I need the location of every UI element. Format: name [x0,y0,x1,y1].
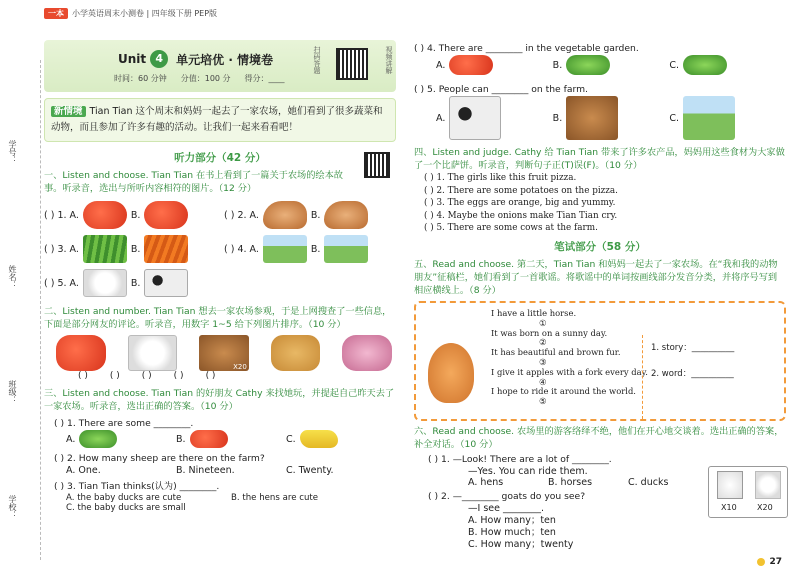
q3-item-4[interactable]: ( ) 4. There are ________ in the vegetable garden. [414,43,639,54]
unit-title: 单元培优 · 情境卷 [176,52,274,67]
q6-item-1[interactable]: ( ) 1. —Look! There are a lot of ________. [428,453,612,465]
q1-item-4[interactable]: ( ) 4. A. [224,243,259,255]
q3-4-options [436,55,786,75]
hen-icon [263,201,307,229]
poem-line-1: I have a little horse. [491,307,577,318]
q3-2-c[interactable]: C. Twenty. [286,465,334,476]
page-number: 27 [757,557,782,567]
q3-item-2[interactable]: ( ) 2. How many sheep are there on the farm? [54,453,265,464]
q3-1-a[interactable]: A. [66,433,76,445]
q6-item-2[interactable]: ( ) 2. —________ goats do you see? [428,490,586,502]
poem-line-3: It has beautiful and brown fur. [491,347,621,358]
q2-blank[interactable]: ( ) [78,371,88,381]
q3-2-b[interactable]: B. Nineteen. [176,465,235,476]
student-id-label: 学号： [8,140,17,164]
banana-icon [300,430,338,448]
poem-text [491,309,648,407]
peas-icon [566,55,610,75]
cows-icon [449,96,501,140]
q4-item[interactable]: ( ) 1. The girls like this fruit pizza. [424,173,577,183]
q6-1-reply: —Yes. You can ride them. [468,465,588,477]
scenario-box [44,98,396,142]
poem-line-2: It was born on a sunny day. [491,327,608,338]
unit-title-row [118,50,273,68]
q1-item-1[interactable]: ( ) 1. A. [44,209,79,221]
green-beans-icon [83,235,127,263]
q3-3-a[interactable]: A. the baby ducks are cute [66,493,182,503]
q3-2-a[interactable]: A. One. [66,465,101,476]
tomato-icon [83,201,127,229]
q3-5-c[interactable]: C. [669,112,679,124]
potato-icon [271,335,321,371]
q1-item-3[interactable]: ( ) 3. A. [44,243,79,255]
q6-1-options [468,477,708,488]
q1-1-option-b[interactable]: B. [130,209,141,221]
unit-label: Unit [118,52,147,66]
q6-2-b[interactable]: B. How much；ten [468,526,556,538]
class-label: 班级： [8,380,17,404]
poem-mark-4: ④ [539,376,547,387]
poem-line-4: I give it apples with a fork every day. [491,366,648,377]
sheep-flock-icon [128,335,178,371]
goat-picture-box [708,466,788,518]
q5-answers [642,335,734,419]
q4-heading: 四、Listen and judge. Cathy 给 Tian Tian 带来了许多农产品，妈妈用这些食材为大家做了一个比萨饼。听录音，判断句子正(T)误(F)。（10 分） [414,147,785,171]
q6-2-options [468,515,786,551]
goat-icon [717,471,743,499]
listening-qr-icon[interactable] [364,152,390,178]
carrot-icon [144,235,188,263]
cow-icon [144,269,188,297]
q3-4-a[interactable]: A. [436,59,446,71]
q3-1-options [66,430,396,448]
q6-2-reply: —I see ________. [468,502,544,514]
onion-icon [342,335,392,371]
tomato-bag-icon [56,335,106,371]
student-info-spine [0,0,26,575]
goat-count: X10 [721,503,737,512]
q1-5-option-b[interactable]: B. [130,277,141,289]
tomato-icon [144,201,188,229]
peas-icon [79,430,117,448]
q3-2-options [66,465,396,476]
q1-rows [44,201,396,297]
poem-mark-5: ⑤ [539,396,547,407]
brand-tag: 一本 [44,8,68,19]
q5-heading: 五、Read and choose. 第二天，Tian Tian 和妈妈一起去了一家农场。在“我和我的动物朋友”征稿栏，她们看到了一首歌谣。将歌谣中的单词按画线部分发音分类，并将序号写到相应横线上。（8 分） [414,258,778,296]
school-label: 学校： [8,495,17,519]
q3-3-b[interactable]: B. the hens are cute [231,493,319,503]
cut-line [40,60,41,560]
qr-side-label: 视频讲解 [385,46,393,74]
unit-number: 4 [150,50,168,68]
q2-heading: 二、Listen and number. Tian Tian 想去一家农场参观，于是上网搜查了一些信息，下面是部分网友的评论。听录音，用数字 1~5 给下列图片排序。（10 分） [44,306,392,330]
q5-answer-word[interactable]: 2. word：__________ [651,368,734,379]
tomato-icon [190,430,228,448]
q2-blank[interactable]: ( ) [141,371,152,381]
q1-4-option-b[interactable]: B. [310,243,321,255]
q3-4-c[interactable]: C. [669,59,679,71]
writing-section-title: 笔试部分（58 分） [554,240,646,253]
q3-5-options [436,96,786,140]
listening-section-title: 听力部分（42 分） [174,152,266,164]
poem-mark-3: ③ [539,356,547,367]
q1-3-option-b[interactable]: B. [130,243,141,255]
q6-2-a[interactable]: A. How many；ten [468,514,556,526]
q2-blanks [78,371,396,381]
green-beans-icon [683,55,727,75]
q6-1-a[interactable]: A. hens [468,476,504,488]
q3-heading: 三、Listen and choose. Tian Tian 的好朋友 Cathy 来找她玩，并提起自己昨天去了一家农场。听录音，选出正确的答案。（10 分） [44,388,395,412]
scenario-text: Tian Tian 这个周末和妈妈一起去了一家农场，她们看到了很多蔬菜和动物，而且参加了许多有趣的活动。让我们一起来看看吧！ [51,106,383,133]
q4-item[interactable]: ( ) 2. There are some potatoes on the pizza. [424,185,618,196]
q2-images [52,335,396,371]
time-limit: 时间：60 分钟 [114,74,167,83]
q1-item-2[interactable]: ( ) 2. A. [224,209,259,221]
q1-row [44,269,396,297]
book-title: 小学英语周末小测卷 | 四年级下册 PEP版 [72,9,218,18]
sheep-icon [755,471,781,499]
sheep-count: X20 [757,503,773,512]
horse-count: X20 [233,363,247,371]
q4-items [424,172,786,235]
q1-row [44,235,396,263]
q1-2-option-b[interactable]: B. [310,209,321,221]
q3-1-c[interactable]: C. [286,433,296,445]
sheep-icon [83,269,127,297]
q3-5-a[interactable]: A. [436,112,446,124]
exam-meta [114,73,285,84]
q3-3-options [66,493,396,503]
horse-icon [199,335,249,371]
tomato-icon [449,55,493,75]
q4-item[interactable]: ( ) 3. The eggs are orange, big and yummy. [424,198,616,209]
q2-blank[interactable]: ( ) [205,371,216,381]
q6-1-c[interactable]: C. ducks [628,476,669,488]
q1-row [44,201,396,229]
q4-item[interactable]: ( ) 4. Maybe the onions make Tian Tian cry. [424,210,618,221]
q1-item-5[interactable]: ( ) 5. A. [44,277,79,289]
q3-item-3[interactable]: ( ) 3. Tian Tian thinks(认为) ________. [54,481,220,492]
poem-line-5: I hope to ride it around the world. [491,386,636,397]
q3-item-5[interactable]: ( ) 5. People can ________ on the farm. [414,84,588,95]
q3-4-b[interactable]: B. [552,59,563,71]
qr-label: 扫码答题 [313,46,321,74]
farm-girl-icon [683,96,735,140]
poem-box [414,301,786,421]
q3-3-c[interactable]: C. the baby ducks are small [66,503,186,513]
farm-field-icon [324,235,368,263]
q6-1-b[interactable]: B. horses [548,476,593,488]
qr-code-icon[interactable] [336,48,368,80]
q3-1-b[interactable]: B. [176,433,186,445]
squirrel-icon [428,343,474,403]
total-score: 分值：100 分 [180,74,231,83]
q5-answer-story[interactable]: 1. story：__________ [651,342,735,353]
poem-mark-2: ② [539,337,547,348]
q3-item-1[interactable]: ( ) 1. There are some ________. [54,418,194,429]
score-field: 得分：____ [244,74,285,83]
poem-mark-1: ① [539,317,547,328]
q2-blank[interactable]: ( ) [173,371,184,381]
top-bar [44,8,217,19]
q4-item[interactable]: ( ) 5. There are some cows at the farm. [424,223,598,234]
q6-2-c[interactable]: C. How many；twenty [468,538,574,550]
horse-riding-icon [566,96,618,140]
left-column [44,40,396,513]
q6-heading: 六、Read and choose. 农场里的游客络绎不绝，他们在开心地交谈着。选出正确的答案，补全对话。（10 分） [414,425,784,450]
q3-5-b[interactable]: B. [552,112,563,124]
scenario-tag: 新情境 [51,106,86,117]
unit-header [44,40,396,92]
q1-heading: 一、Listen and choose. Tian Tian 在书上看到了一篇关于农场的绘本故事。听录音，选出与所听内容相符的图片。（12 分） [44,170,343,194]
rooster-icon [324,201,368,229]
name-label: 姓名： [8,265,17,289]
q2-blank[interactable]: ( ) [109,371,120,381]
farm-field-icon [263,235,307,263]
